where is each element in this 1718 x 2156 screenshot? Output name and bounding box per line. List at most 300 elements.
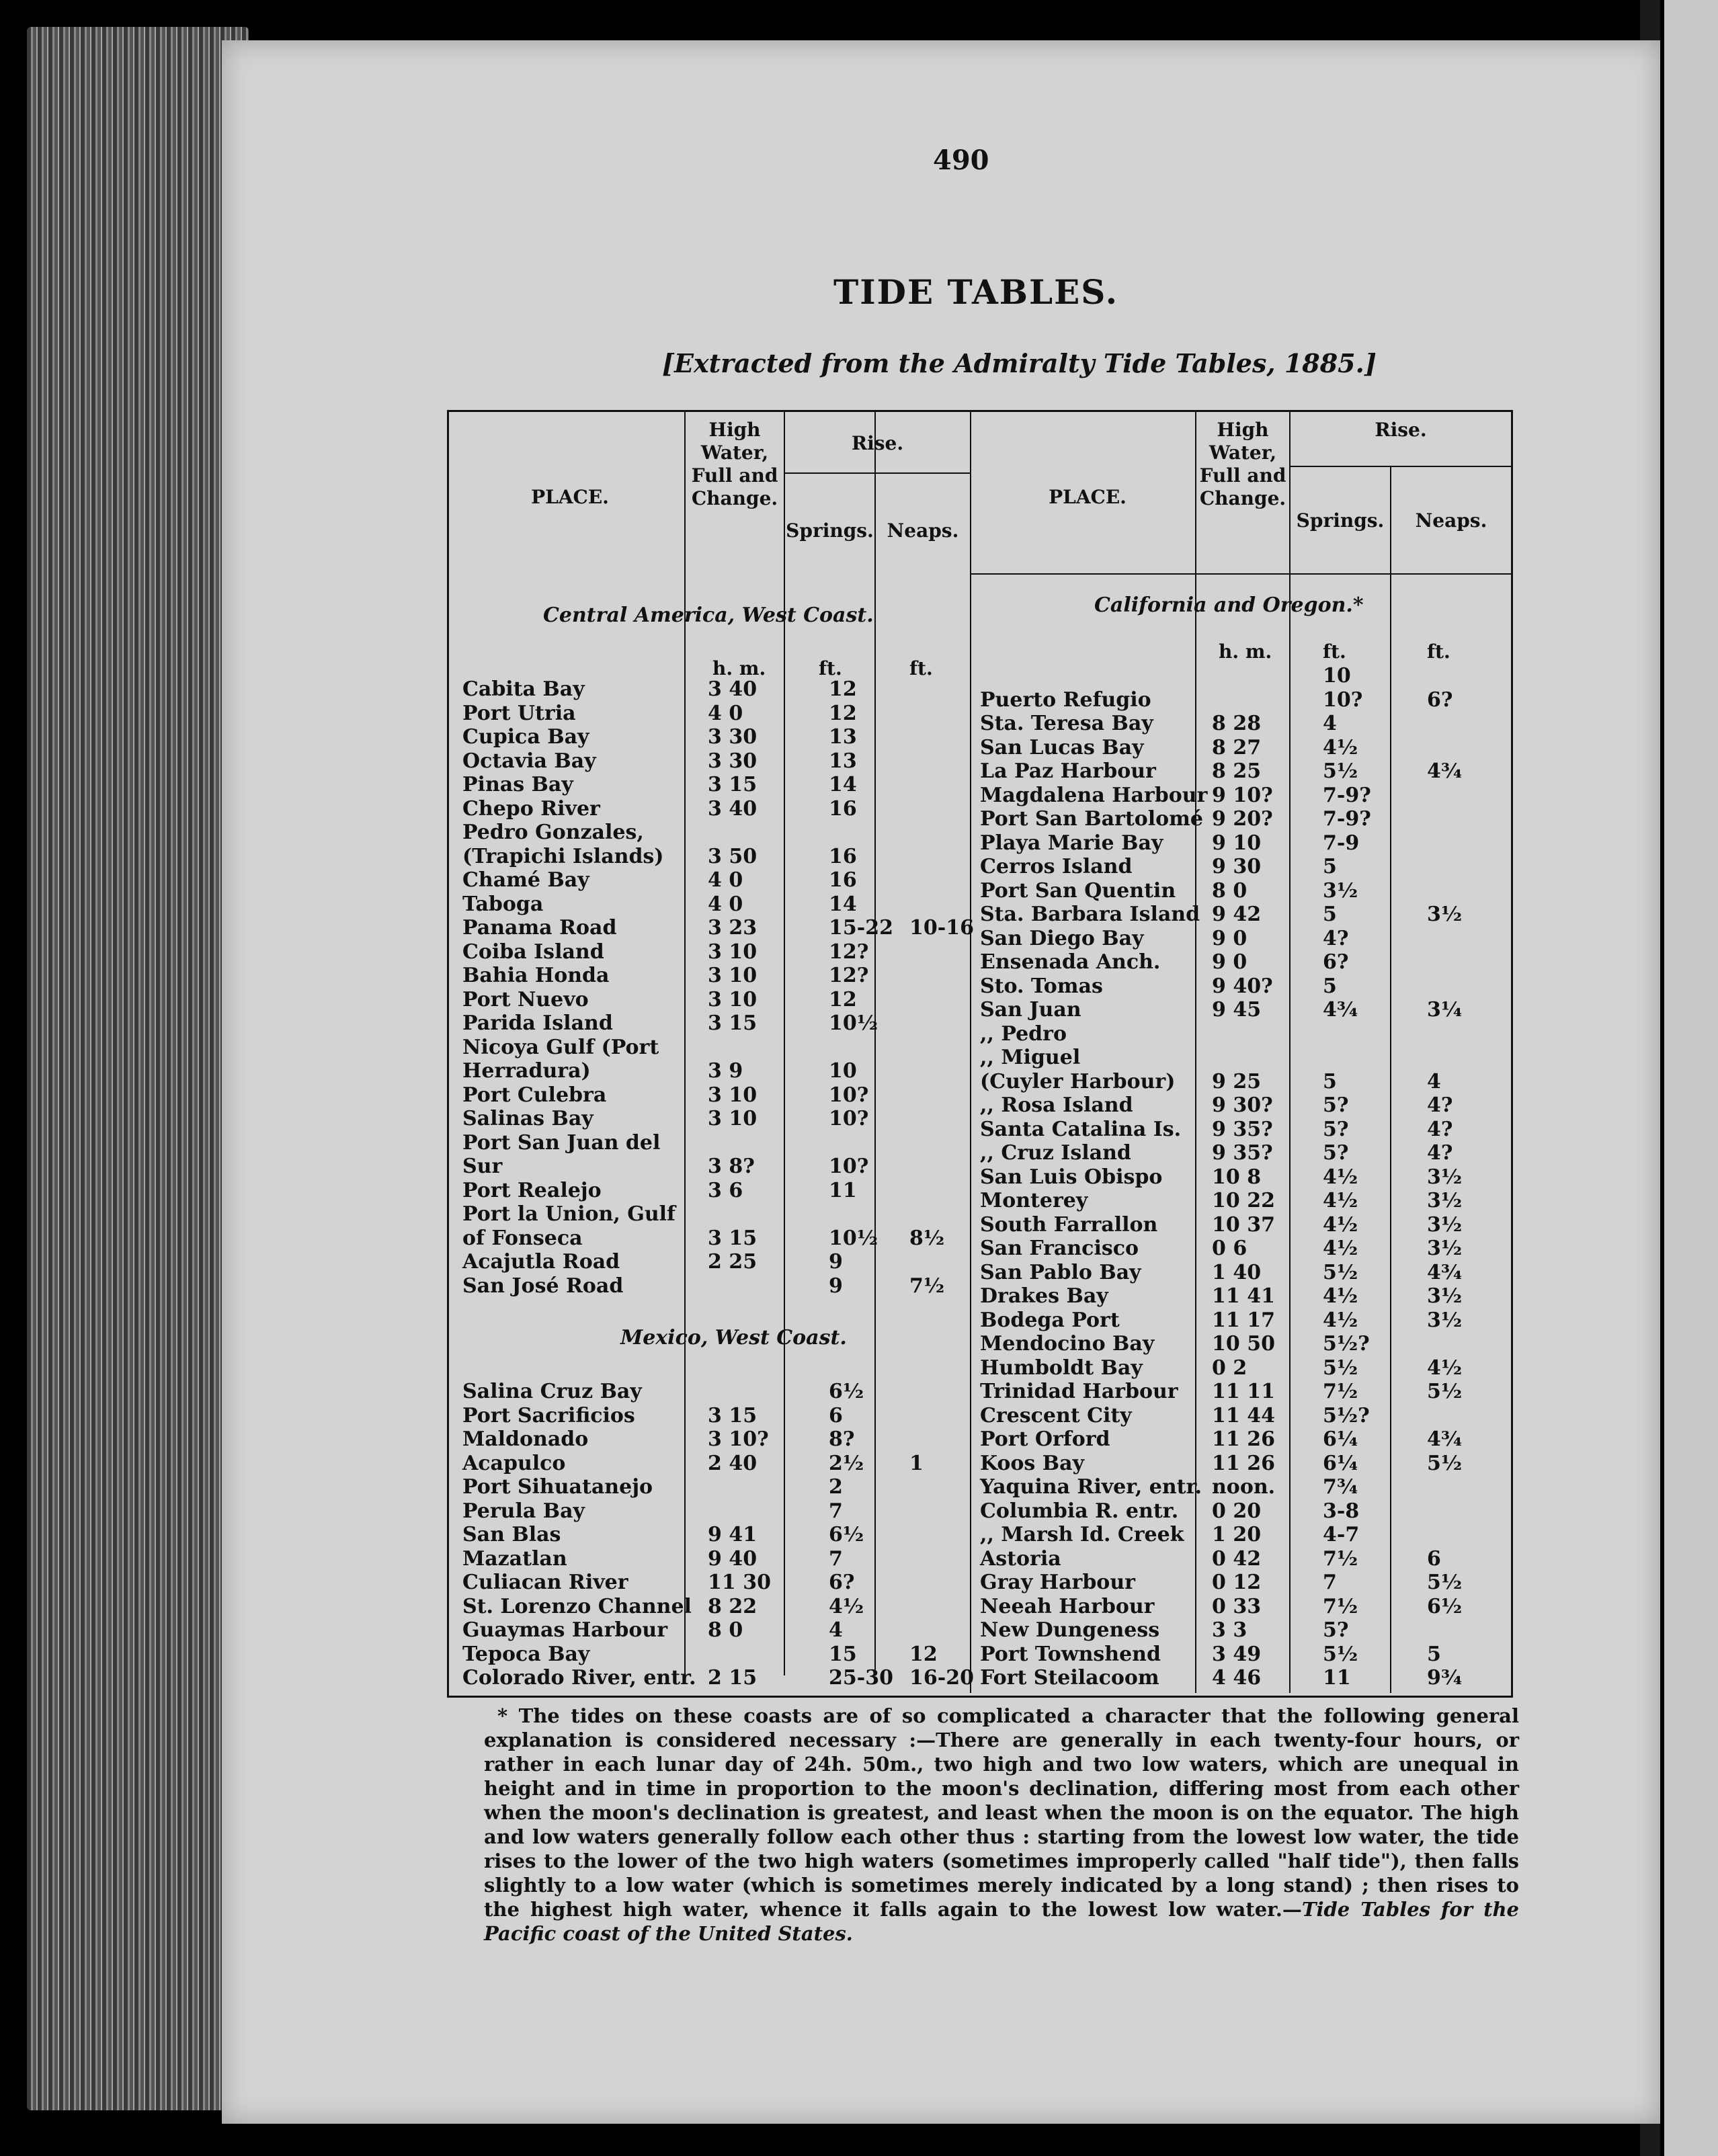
high-water-time: 3 40 <box>708 677 758 701</box>
springs-rise: 3-8 <box>1323 1499 1360 1523</box>
table-row <box>462 1571 983 1594</box>
table-row <box>980 736 1521 759</box>
neaps-rise: 16-20 <box>909 1666 974 1690</box>
place-name: Port Culebra <box>462 1083 607 1107</box>
place-name: Magdalena Harbour <box>980 783 1208 807</box>
rule <box>970 573 1511 575</box>
neaps-rise: 4½ <box>1427 1356 1463 1380</box>
table-row <box>980 975 1521 998</box>
springs-rise: 5? <box>1323 1093 1349 1117</box>
place-name: Cerros Island <box>980 855 1133 878</box>
springs-rise: 7-9? <box>1323 783 1371 807</box>
springs-rise: 4-7 <box>1323 1523 1360 1546</box>
table-row <box>462 1547 983 1571</box>
neaps-rise: 4? <box>1427 1141 1453 1165</box>
place-name: Perula Bay <box>462 1499 585 1523</box>
hw-line: Water, <box>700 442 769 464</box>
neaps-rise: 6 <box>1427 1546 1441 1571</box>
springs-rise: 10½ <box>829 1011 878 1035</box>
place-name: San Blas <box>462 1523 561 1546</box>
place-name: Yaquina River, entr. <box>980 1475 1202 1499</box>
place-name: ,, Marsh Id. Creek <box>980 1523 1184 1546</box>
hw-line: Full and <box>1199 464 1286 487</box>
neaps-rise: 9¾ <box>1427 1666 1463 1690</box>
place-name: Port Sacrificios <box>462 1403 635 1427</box>
place-name: New Dungeness <box>980 1618 1160 1642</box>
high-water-time: 0 6 <box>1212 1237 1247 1260</box>
table-row <box>980 1475 1521 1499</box>
table-row <box>980 759 1521 783</box>
springs-rise: 5½ <box>1323 759 1358 783</box>
place-name: Maldonado <box>462 1427 589 1451</box>
springs-rise: 7 <box>1323 1571 1337 1594</box>
rise-header-left: Rise. <box>851 432 904 454</box>
tide-table <box>447 410 1513 1698</box>
high-water-time: 2 40 <box>708 1451 758 1475</box>
footnote <box>484 1704 1519 1946</box>
neaps-rise: 5½ <box>1427 1380 1463 1403</box>
springs-rise: 16 <box>829 796 857 821</box>
high-water-time: 3 15 <box>708 773 758 796</box>
table-row <box>462 988 983 1011</box>
high-water-time: 11 17 <box>1212 1308 1275 1332</box>
place-name: Salinas Bay <box>462 1107 594 1130</box>
springs-rise: 25-30 <box>829 1666 893 1690</box>
springs-rise: 7½ <box>1323 1546 1358 1571</box>
high-water-time: 8 0 <box>1212 878 1247 903</box>
high-water-time: 9 40? <box>1212 974 1273 998</box>
springs-rise: 5? <box>1323 1618 1349 1642</box>
place-name: Chepo River <box>462 796 600 821</box>
high-water-time: 3 15 <box>708 1403 758 1427</box>
high-water-time: 8 0 <box>708 1618 743 1642</box>
neaps-rise: 7½ <box>909 1274 945 1298</box>
springs-rise: 14 <box>829 892 857 916</box>
place-name: Tepoca Bay <box>462 1642 590 1666</box>
table-row <box>980 807 1521 831</box>
springs-rise: 12 <box>829 677 857 701</box>
table-row <box>462 1202 983 1226</box>
table-row <box>980 1046 1521 1069</box>
footnote-text: * The tides on these coasts are of so complicated a character that the following general explanation is considered necessary :—There are generally in each twenty-four hours, or rather in each lunar day of 24h. 50m., two high and two low waters, which are unequal in height and in time in proportion to the moon's declination, differing most from each other when the moon's declination is greatest, and least when the moon is on the equator. The high and low waters generally follow each other thus : starting from the lowest low water, the tide rises to the lower of the two high waters (sometimes improperly called "half tide"), then falls slightly to a low water (which is sometimes merely indicated by a long stand) ; then rises to the highest high water, whence it falls again to the lowest low water.— <box>484 1704 1519 1921</box>
place-name: ,, Rosa Island <box>980 1093 1133 1117</box>
high-water-time: 8 28 <box>1212 712 1262 735</box>
high-water-time: 3 10? <box>708 1427 769 1451</box>
high-water-time: 10 37 <box>1212 1212 1275 1237</box>
high-water-time: 11 44 <box>1212 1403 1275 1427</box>
springs-rise: 2 <box>829 1475 843 1499</box>
table-row <box>462 1083 983 1107</box>
high-water-time: 8 22 <box>708 1594 758 1618</box>
place-name: Mazatlan <box>462 1546 567 1571</box>
springs-rise: 5½ <box>1323 1642 1358 1666</box>
unit-ft-neaps-right: ft. <box>1427 640 1450 663</box>
rule <box>784 472 970 474</box>
table-row <box>980 1261 1521 1284</box>
place-name: Playa Marie Bay <box>980 831 1163 855</box>
hw-line: Water, <box>1209 442 1277 464</box>
hw-line: Full and <box>691 464 778 487</box>
table-row <box>980 1356 1521 1380</box>
springs-header-left: Springs. <box>786 520 874 542</box>
neaps-rise: 6½ <box>1427 1594 1463 1618</box>
table-row <box>462 1475 983 1499</box>
table-row <box>980 1309 1521 1332</box>
hw-line: High <box>708 419 761 441</box>
neaps-rise: 8½ <box>909 1226 945 1250</box>
high-water-time: 11 30 <box>708 1571 771 1594</box>
table-row <box>462 749 983 773</box>
springs-rise: 15-22 <box>829 916 893 940</box>
neaps-rise: 3¼ <box>1427 998 1463 1022</box>
springs-rise: 7¾ <box>1323 1475 1358 1499</box>
section-heading-central-america: Central America, West Coast. <box>543 604 874 627</box>
table-row <box>462 893 983 916</box>
springs-rise: 4½ <box>1323 1308 1358 1332</box>
springs-rise: 6½ <box>829 1523 864 1546</box>
springs-rise: 5½ <box>1323 1356 1358 1380</box>
table-row <box>462 1011 983 1035</box>
high-water-time: 3 15 <box>708 1011 758 1035</box>
unit-hm-right: h. m. <box>1219 640 1272 663</box>
place-name: Mendocino Bay <box>980 1332 1155 1356</box>
springs-rise: 4½ <box>829 1594 864 1618</box>
place-name: Parida Island <box>462 1011 613 1035</box>
springs-rise: 7-9? <box>1323 807 1371 831</box>
place-header-left: PLACE. <box>531 486 609 508</box>
neaps-rise: 3½ <box>1427 1189 1463 1212</box>
table-row <box>462 1499 983 1523</box>
springs-rise: 10? <box>829 1155 869 1178</box>
neaps-rise: 1 <box>909 1451 924 1475</box>
high-water-time: 8 27 <box>1212 735 1262 759</box>
place-name: Drakes Bay <box>980 1284 1108 1308</box>
table-row <box>980 855 1521 878</box>
high-water-time: 3 30 <box>708 749 758 773</box>
hw-line: Change. <box>1199 487 1286 509</box>
high-water-time: 3 10 <box>708 1107 758 1130</box>
place-name: Acajutla Road <box>462 1250 620 1274</box>
neaps-rise: 5½ <box>1427 1571 1463 1594</box>
place-name: Cupica Bay <box>462 725 589 749</box>
unit-ft-springs-left: ft. <box>819 657 842 679</box>
springs-rise: 9 <box>829 1274 843 1298</box>
table-row <box>462 1179 983 1202</box>
springs-rise: 14 <box>829 773 857 796</box>
place-name: Sta. Barbara Island <box>980 903 1200 926</box>
high-water-time: 3 9 <box>708 1059 743 1083</box>
table-row <box>980 1523 1521 1546</box>
place-name: Nicoya Gulf (Port <box>462 1035 659 1059</box>
high-water-time: 0 33 <box>1212 1594 1262 1618</box>
high-water-time: 9 45 <box>1212 998 1262 1022</box>
high-water-time: 3 49 <box>1212 1642 1262 1666</box>
unit-hm-left: h. m. <box>712 657 766 679</box>
place-name: Port Orford <box>980 1427 1110 1451</box>
footnote-source: Tide Tables for the Pacific coast of the United States. <box>484 1898 1519 1945</box>
table-row <box>980 1618 1521 1642</box>
springs-rise: 5 <box>1323 903 1337 926</box>
springs-rise: 11 <box>1323 1666 1351 1690</box>
springs-rise: 5? <box>1323 1117 1349 1141</box>
table-row <box>462 1227 983 1250</box>
table-row <box>980 1332 1521 1356</box>
place-name: Port la Union, Gulf <box>462 1202 676 1226</box>
neaps-rise: 12 <box>909 1642 938 1666</box>
place-name: ,, Pedro <box>980 1022 1067 1046</box>
table-row <box>980 1547 1521 1571</box>
table-row <box>462 797 983 821</box>
neaps-header-right: Neaps. <box>1415 509 1487 532</box>
place-name: Humboldt Bay <box>980 1356 1143 1380</box>
hw-line: Change. <box>691 487 778 509</box>
high-water-time: 4 0 <box>708 701 743 725</box>
place-name: Santa Catalina Is. <box>980 1117 1182 1141</box>
springs-rise: 4½ <box>1323 1237 1358 1260</box>
springs-rise: 2½ <box>829 1451 864 1475</box>
high-water-time: 3 3 <box>1212 1618 1247 1642</box>
neaps-rise: 6? <box>1427 688 1453 712</box>
table-row <box>462 1404 983 1427</box>
place-name: San Juan <box>980 998 1081 1022</box>
table-row <box>980 1643 1521 1666</box>
springs-rise: 16 <box>829 868 857 892</box>
high-water-time: 11 11 <box>1212 1380 1275 1403</box>
springs-rise: 10? <box>829 1083 869 1107</box>
place-name: Koos Bay <box>980 1451 1084 1475</box>
place-name: San Lucas Bay <box>980 735 1144 759</box>
springs-rise: 5 <box>1323 1069 1337 1093</box>
springs-rise: 5½? <box>1323 1403 1370 1427</box>
section-heading-mexico: Mexico, West Coast. <box>620 1326 847 1350</box>
neaps-rise: 3½ <box>1427 1237 1463 1260</box>
place-name: Taboga <box>462 892 544 916</box>
place-name: Pedro Gonzales, <box>462 821 644 844</box>
springs-rise: 10? <box>1323 688 1363 712</box>
springs-rise: 6½ <box>829 1380 864 1403</box>
high-water-time: 3 8? <box>708 1155 755 1178</box>
springs-rise: 4? <box>1323 926 1349 950</box>
table-row <box>980 1666 1521 1690</box>
springs-rise: 5 <box>1323 855 1337 878</box>
neaps-header-left: Neaps. <box>887 520 959 542</box>
table-row <box>462 940 983 964</box>
place-name: Crescent City <box>980 1403 1132 1427</box>
springs-rise: 9 <box>829 1250 843 1274</box>
springs-rise: 5½ <box>1323 1260 1358 1284</box>
place-name: San Francisco <box>980 1237 1139 1260</box>
table-row <box>462 1155 983 1178</box>
high-water-header-right <box>1196 419 1289 510</box>
place-name: San Pablo Bay <box>980 1260 1141 1284</box>
high-water-time: 0 42 <box>1212 1546 1262 1571</box>
table-row <box>462 677 983 701</box>
place-name: Port San Bartolomé <box>980 807 1203 831</box>
springs-rise: 10 <box>1323 664 1351 688</box>
place-name: Colorado River, entr. <box>462 1666 696 1690</box>
place-name: Ensenada Anch. <box>980 950 1161 974</box>
table-row <box>980 879 1521 903</box>
table-row <box>462 1107 983 1130</box>
place-name: Herradura) <box>462 1059 591 1083</box>
springs-rise: 6 <box>829 1403 843 1427</box>
table-row <box>462 916 983 940</box>
high-water-time: 9 40 <box>708 1546 758 1571</box>
high-water-time: 0 20 <box>1212 1499 1262 1523</box>
place-name: Sur <box>462 1155 503 1178</box>
springs-rise: 11 <box>829 1178 857 1202</box>
springs-rise: 3½ <box>1323 878 1358 903</box>
neaps-rise: 4? <box>1427 1117 1453 1141</box>
high-water-time: 10 50 <box>1212 1332 1275 1356</box>
high-water-time: 9 42 <box>1212 903 1262 926</box>
springs-rise: 8? <box>829 1427 855 1451</box>
table-row <box>980 1093 1521 1117</box>
unit-ft-neaps-left: ft. <box>909 657 933 679</box>
table-row <box>980 1404 1521 1427</box>
high-water-time: 10 8 <box>1212 1165 1262 1189</box>
high-water-time: 9 30? <box>1212 1093 1273 1117</box>
place-name: Bahia Honda <box>462 964 610 987</box>
place-name: Acapulco <box>462 1451 566 1475</box>
table-row <box>980 1499 1521 1523</box>
table-row <box>980 712 1521 735</box>
place-name: Columbia R. entr. <box>980 1499 1179 1523</box>
high-water-time: 3 40 <box>708 796 758 821</box>
springs-rise: 6¼ <box>1323 1451 1358 1475</box>
place-name: La Paz Harbour <box>980 759 1156 783</box>
place-header-right: PLACE. <box>1049 486 1127 508</box>
place-name: Pinas Bay <box>462 773 573 796</box>
table-row <box>462 1643 983 1666</box>
place-name: (Cuyler Harbour) <box>980 1069 1176 1093</box>
high-water-time: 9 25 <box>1212 1069 1262 1093</box>
springs-rise: 4 <box>829 1618 843 1642</box>
springs-rise: 4¾ <box>1323 998 1358 1022</box>
springs-rise: 6? <box>1323 950 1349 974</box>
table-row <box>462 1618 983 1642</box>
springs-rise: 5 <box>1323 974 1337 998</box>
neaps-rise: 3½ <box>1427 1212 1463 1237</box>
table-row <box>980 1141 1521 1165</box>
springs-rise: 4½ <box>1323 1165 1358 1189</box>
neaps-rise: 3½ <box>1427 1165 1463 1189</box>
high-water-time: 10 22 <box>1212 1189 1275 1212</box>
table-row <box>980 1452 1521 1475</box>
springs-rise: 7½ <box>1323 1380 1358 1403</box>
springs-rise: 13 <box>829 749 857 773</box>
table-row <box>980 1022 1521 1046</box>
springs-rise: 10½ <box>829 1226 878 1250</box>
table-row <box>462 1059 983 1083</box>
place-name: Astoria <box>980 1546 1061 1571</box>
table-row <box>462 1380 983 1403</box>
table-row <box>980 927 1521 950</box>
high-water-time: 9 41 <box>708 1523 758 1546</box>
springs-rise: 6¼ <box>1323 1427 1358 1451</box>
springs-rise: 4½ <box>1323 1212 1358 1237</box>
table-row <box>980 664 1521 688</box>
table-row <box>980 1427 1521 1451</box>
place-name: of Fonseca <box>462 1226 583 1250</box>
hw-line: High <box>1217 419 1269 441</box>
high-water-time: 3 10 <box>708 964 758 987</box>
rule <box>1289 466 1511 467</box>
neaps-rise: 5 <box>1427 1642 1441 1666</box>
springs-rise: 13 <box>829 725 857 749</box>
table-row <box>980 784 1521 807</box>
table-row <box>980 1189 1521 1212</box>
springs-rise: 10 <box>829 1059 857 1083</box>
place-name: (Trapichi Islands) <box>462 844 664 868</box>
place-name: St. Lorenzo Channel <box>462 1594 692 1618</box>
book-page-edges <box>27 27 249 2110</box>
unit-ft-springs-right: ft. <box>1323 640 1346 663</box>
place-name: Coiba Island <box>462 940 604 964</box>
neaps-rise: 5½ <box>1427 1451 1463 1475</box>
high-water-time: 9 35? <box>1212 1117 1273 1141</box>
high-water-time: 3 10 <box>708 1083 758 1107</box>
place-name: Port Nuevo <box>462 987 589 1011</box>
table-row <box>980 1237 1521 1260</box>
table-row <box>980 950 1521 974</box>
page-title: TIDE TABLES. <box>833 272 1118 312</box>
table-row <box>462 773 983 796</box>
table-row <box>462 1250 983 1274</box>
springs-rise: 7 <box>829 1546 843 1571</box>
place-name: Fort Steilacoom <box>980 1666 1159 1690</box>
place-name: Port Townshend <box>980 1642 1161 1666</box>
place-name: Trinidad Harbour <box>980 1380 1178 1403</box>
high-water-time: 4 0 <box>708 868 743 892</box>
table-row <box>980 1213 1521 1237</box>
neaps-rise: 4¾ <box>1427 759 1463 783</box>
place-name: ,, Cruz Island <box>980 1141 1131 1165</box>
place-name: Sta. Teresa Bay <box>980 712 1153 735</box>
table-row <box>462 868 983 892</box>
place-name: Bodega Port <box>980 1308 1120 1332</box>
place-name: Port Sihuatanejo <box>462 1475 653 1499</box>
place-name: Puerto Refugio <box>980 688 1151 712</box>
place-name: Salina Cruz Bay <box>462 1380 642 1403</box>
high-water-time: 9 20? <box>1212 807 1273 831</box>
neaps-rise: 4¾ <box>1427 1260 1463 1284</box>
place-name: Neeah Harbour <box>980 1594 1155 1618</box>
high-water-time: 3 30 <box>708 725 758 749</box>
table-row <box>462 1595 983 1618</box>
high-water-time: 9 0 <box>1212 926 1247 950</box>
section-heading-california-oregon: California and Oregon.* <box>1094 593 1364 617</box>
table-row <box>462 702 983 725</box>
springs-rise: 12 <box>829 701 857 725</box>
springs-rise: 12? <box>829 964 869 987</box>
page-subtitle: [Extracted from the Admiralty Tide Tables, 1885.] <box>662 348 1377 378</box>
springs-rise: 6? <box>829 1571 855 1594</box>
neaps-rise: 4¾ <box>1427 1427 1463 1451</box>
place-name: South Farrallon <box>980 1212 1158 1237</box>
high-water-time: 9 10 <box>1212 831 1262 855</box>
table-row <box>462 1427 983 1451</box>
place-name: Guaymas Harbour <box>462 1618 668 1642</box>
table-row <box>462 1274 983 1298</box>
high-water-time: 11 26 <box>1212 1451 1275 1475</box>
springs-rise: 16 <box>829 844 857 868</box>
table-row <box>462 725 983 749</box>
table-row <box>462 1036 983 1059</box>
high-water-time: 3 23 <box>708 916 758 940</box>
high-water-time: 1 20 <box>1212 1523 1262 1546</box>
high-water-time: 4 0 <box>708 892 743 916</box>
